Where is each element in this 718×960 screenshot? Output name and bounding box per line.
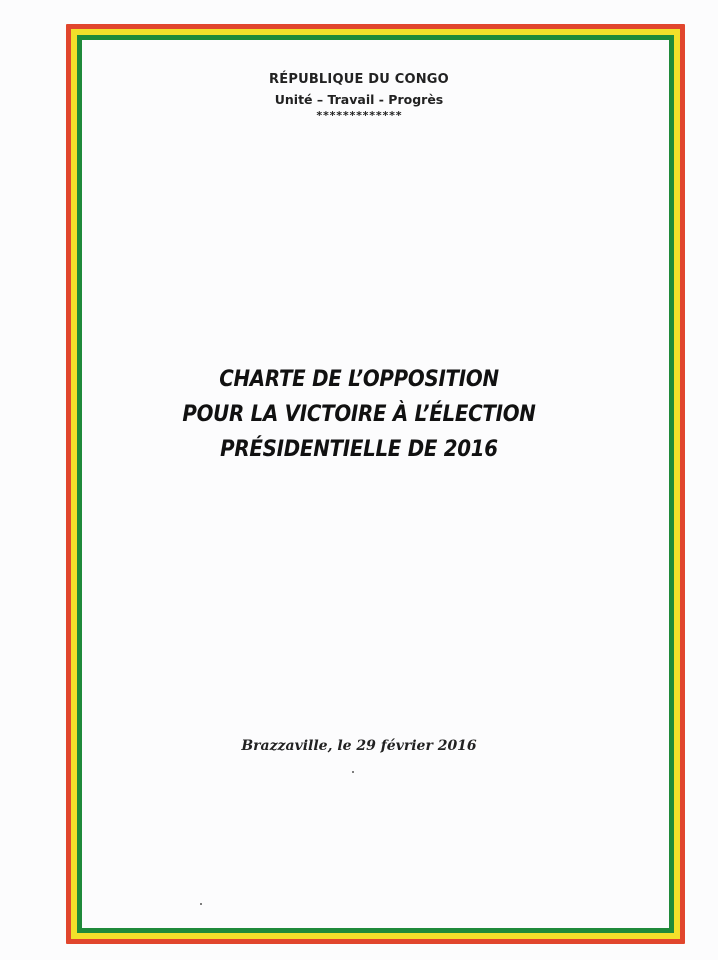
document-title xyxy=(0,362,718,467)
document-footer xyxy=(0,738,718,754)
title-line-2: POUR LA VICTOIRE À L’ÉLECTION xyxy=(182,401,536,427)
document-header xyxy=(0,70,718,122)
paper-speck xyxy=(352,771,354,773)
country-name: RÉPUBLIQUE DU CONGO xyxy=(269,72,449,87)
national-motto: Unité – Travail - Progrès xyxy=(274,92,444,107)
place-and-date: Brazzaville, le 29 février 2016 xyxy=(241,738,477,754)
flag-border-green xyxy=(77,35,674,933)
title-line-3: PRÉSIDENTIELLE DE 2016 xyxy=(220,436,498,462)
title-line-1: CHARTE DE L’OPPOSITION xyxy=(219,366,499,392)
header-separator: ************* xyxy=(315,109,403,122)
paper-speck xyxy=(200,903,202,905)
